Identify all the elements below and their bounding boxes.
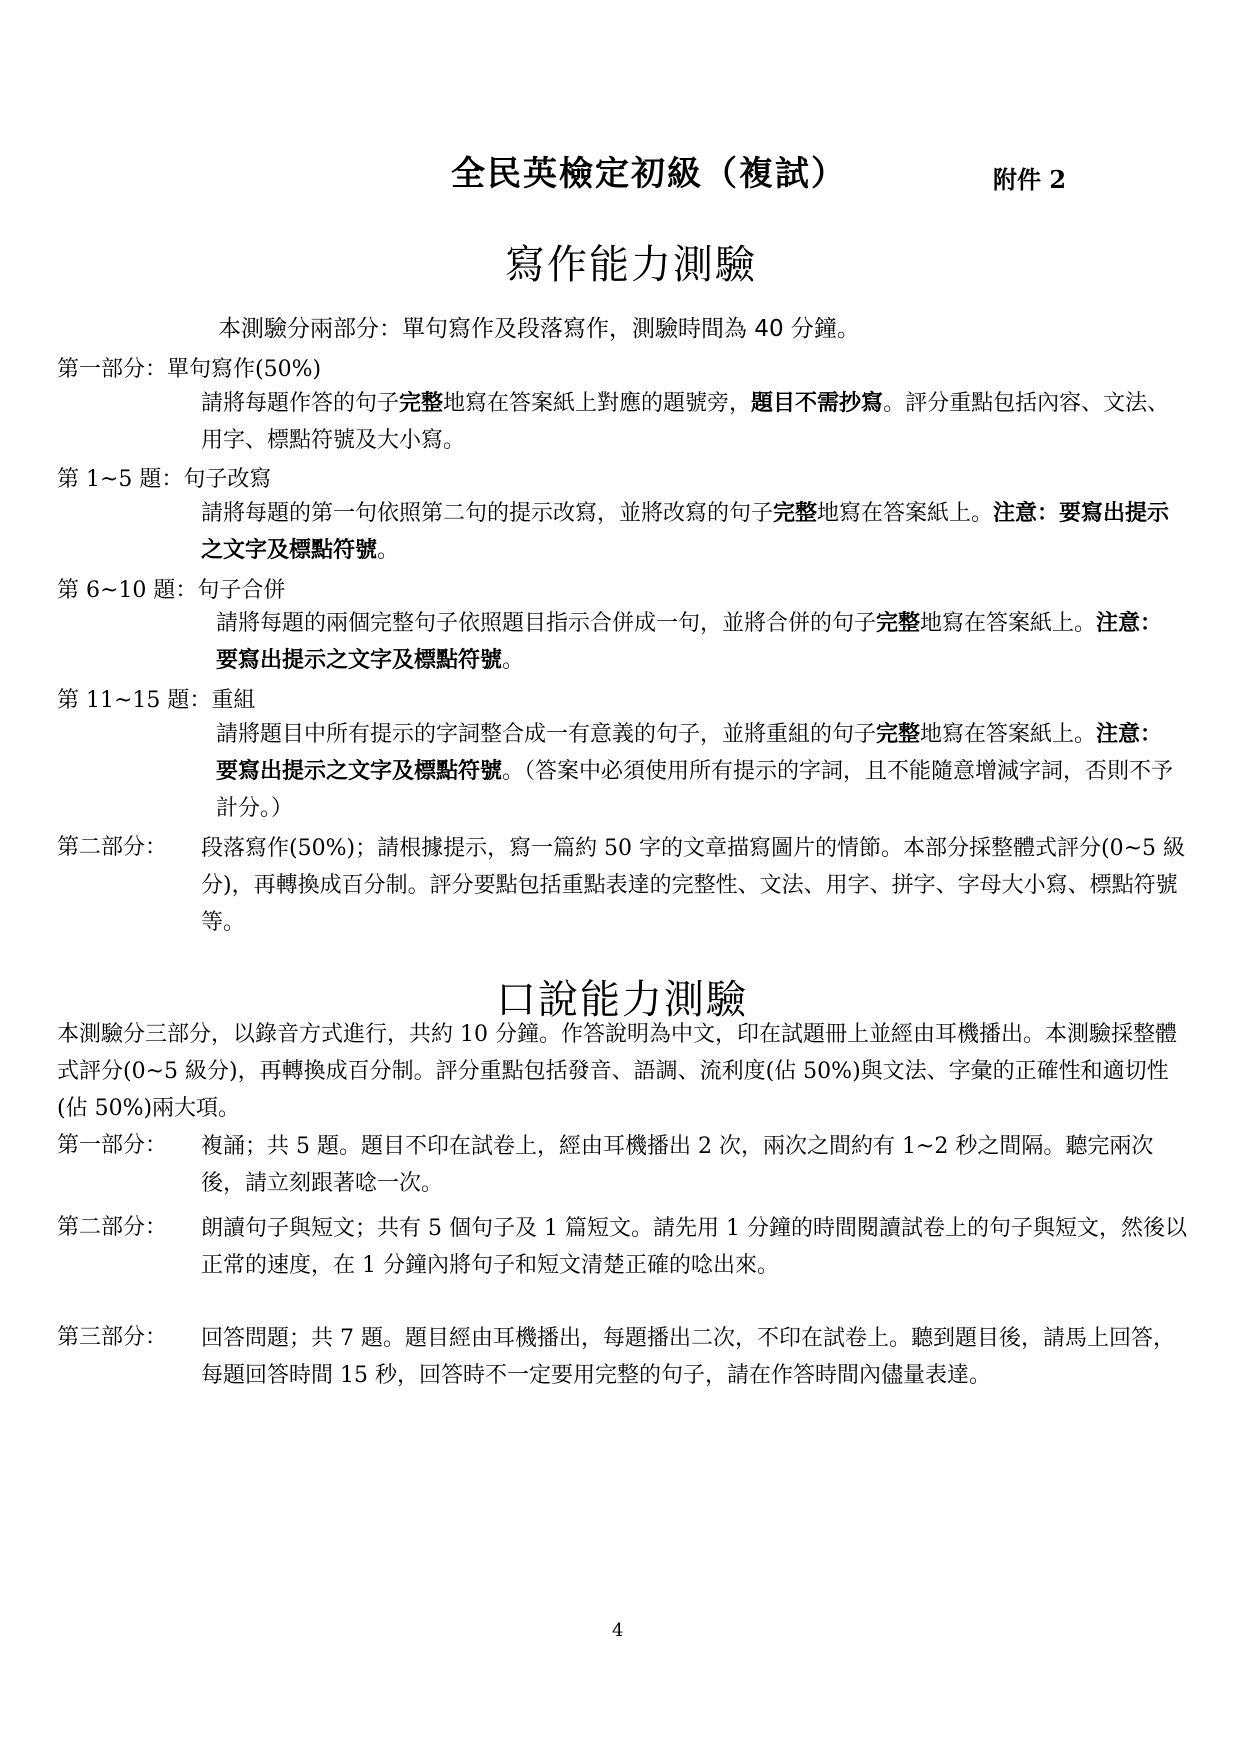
speaking-part3-label: 第三部分： [57, 1325, 168, 1350]
document-title: 全民英檢定初級（複試） [451, 154, 847, 194]
speaking-section-heading: 口說能力測驗 [496, 977, 748, 1023]
emphasis: 完整 [773, 500, 818, 526]
emphasis: 題目不需抄寫 [751, 390, 884, 416]
speaking-part2-label: 第二部分： [57, 1215, 168, 1240]
emphasis: 注意：要寫出提示之文字及標點符號 [216, 610, 1163, 673]
writing-q1-5-label [57, 462, 271, 493]
writing-q6-10-description: 請將每題的兩個完整句子依照題目指示合併成一句，並將合併的句子完整地寫在答案紙上。注意：要寫出提示之文字及標點符號。 [216, 610, 1163, 673]
emphasis: 注意：要寫出提示之文字及標點符號 [201, 500, 1170, 563]
writing-part2-label: 第二部分： [57, 835, 168, 860]
emphasis: 完整 [876, 610, 921, 636]
writing-section-heading: 寫作能力測驗 [505, 242, 757, 288]
question-type: 重組 [211, 688, 256, 713]
speaking-part1-description: 複誦；共 5 題。題目不印在試卷上，經由耳機播出 2 次，兩次之間約有 1~2 秒之間隔。聽完兩次後，請立刻跟著唸一次。 [201, 1134, 1154, 1196]
question-range-label: 第 1~5 題： [57, 467, 184, 492]
part-title: 單句寫作(50%) [167, 357, 322, 382]
question-range-label: 第 6~10 題： [57, 578, 198, 603]
writing-part1-description: 請將每題作答的句子完整地寫在答案紙上對應的題號旁，題目不需抄寫。評分重點包括內容、文法、用字、標點符號及大小寫。 [201, 390, 1170, 453]
speaking-part1-label: 第一部分： [57, 1133, 168, 1158]
question-type: 句子改寫 [183, 467, 272, 492]
writing-part1-label [57, 352, 321, 383]
speaking-part2-description: 朗讀句子與短文；共有 5 個句子及 1 篇短文。請先用 1 分鐘的時間閱讀試卷上的句子與短文，然後以正常的速度，在 1 分鐘內將句子和短文清楚正確的唸出來。 [201, 1216, 1187, 1278]
writing-q11-15-description: 請將題目中所有提示的字詞整合成一有意義的句子，並將重組的句子完整地寫在答案紙上。注意：要寫出提示之文字及標點符號。（答案中必須使用所有提示的字詞，且不能隨意增減字詞，否則不予計分。） [216, 721, 1174, 821]
attachment-label: 附件 2 [993, 165, 1067, 194]
emphasis: 完整 [399, 390, 444, 416]
emphasis: 注意：要寫出提示之文字及標點符號 [216, 721, 1163, 784]
part-label: 第一部分： [57, 357, 168, 382]
emphasis: 完整 [876, 721, 921, 747]
writing-intro: 本測驗分兩部分：單句寫作及段落寫作，測驗時間為 40 分鐘。 [218, 316, 860, 342]
writing-part2-description: 段落寫作(50%)；請根據提示，寫一篇約 50 字的文章描寫圖片的情節。本部分採整體式評分(0~5 級分)，再轉換成百分制。評分要點包括重點表達的完整性、文法、用字、拼字、字母大小寫、標點符號等。 [201, 836, 1186, 935]
page-number: 4 [612, 1620, 624, 1641]
writing-q1-5-description: 請將每題的第一句依照第二句的提示改寫，並將改寫的句子完整地寫在答案紙上。注意：要寫出提示之文字及標點符號。 [201, 500, 1170, 563]
speaking-part3-description: 回答問題；共 7 題。題目經由耳機播出，每題播出二次，不印在試卷上。聽到題目後，請馬上回答，每題回答時間 15 秒，回答時不一定要用完整的句子，請在作答時間內儘量表達。 [201, 1326, 1175, 1388]
speaking-intro: 本測驗分三部分，以錄音方式進行，共約 10 分鐘。作答說明為中文，印在試題冊上並經由耳機播出。本測驗採整體式評分(0~5 級分)，再轉換成百分制。評分重點包括發音、語調、流利度(佔 50%)與文法、字彙的正確性和適切性(佔 50%)兩大項。 [57, 1022, 1177, 1121]
writing-q11-15-label [57, 683, 255, 714]
question-range-label: 第 11~15 題： [57, 688, 212, 713]
writing-q6-10-label [57, 573, 285, 604]
question-type: 句子合併 [197, 578, 286, 603]
